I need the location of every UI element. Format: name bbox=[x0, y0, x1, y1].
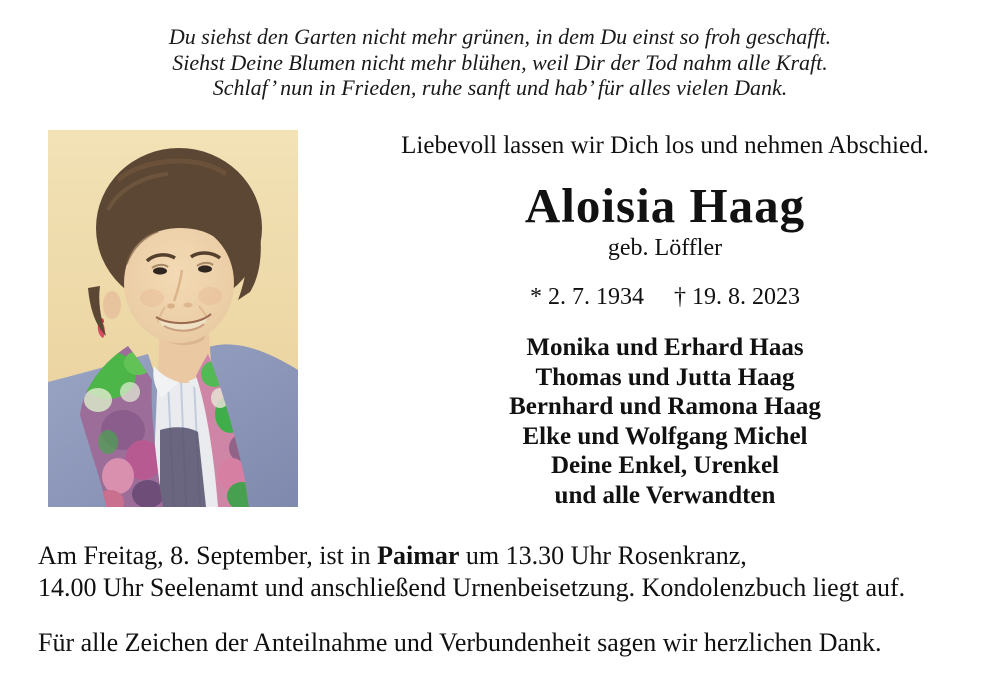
memorial-verse bbox=[0, 24, 1000, 101]
deceased-name: Aloisia Haag bbox=[524, 178, 806, 233]
verse-line-1: Du siehst den Garten nicht mehr grünen, in dem Du einst so froh geschafft. bbox=[168, 24, 832, 49]
portrait-illustration bbox=[48, 130, 298, 507]
announcement-block bbox=[380, 132, 950, 510]
mourner-line: Elke und Wolfgang Michel bbox=[522, 422, 808, 450]
mourner-line: und alle Verwandten bbox=[554, 481, 776, 509]
mourners-list bbox=[380, 333, 950, 510]
thanks-line: Für alle Zeichen der Anteilnahme und Verbundenheit sagen wir herzlichen Dank. bbox=[38, 628, 882, 657]
mourner-line: Bernhard und Ramona Haag bbox=[509, 393, 821, 420]
service-text-before: Am Freitag, 8. September, ist in bbox=[38, 541, 378, 570]
death-date: † 19. 8. 2023 bbox=[674, 284, 800, 310]
mourner-line: Monika und Erhard Haas bbox=[526, 334, 804, 361]
mourner-line: Thomas und Jutta Haag bbox=[535, 363, 795, 391]
service-text-line2: 14.00 Uhr Seelenamt und anschließend Urnenbeisetzung. Kondolenzbuch liegt auf. bbox=[38, 572, 906, 602]
service-place: Paimar bbox=[377, 541, 460, 570]
service-details bbox=[38, 540, 963, 603]
birth-date: * 2. 7. 1934 bbox=[530, 284, 644, 310]
farewell-line: Liebevoll lassen wir Dich los und nehmen Abschied. bbox=[401, 132, 929, 159]
life-dates bbox=[380, 283, 950, 311]
mourner-line: Deine Enkel, Urenkel bbox=[550, 452, 779, 479]
maiden-name: geb. Löffler bbox=[607, 235, 723, 261]
service-text-after: um 13.30 Uhr Rosenkranz, bbox=[459, 541, 747, 570]
portrait-photo bbox=[48, 130, 298, 507]
verse-line-3: Schlaf’ nun in Frieden, ruhe sanft und hab’ für alles vielen Dank. bbox=[212, 75, 788, 100]
verse-line-2: Siehst Deine Blumen nicht mehr blühen, weil Dir der Tod nahm alle Kraft. bbox=[172, 49, 828, 75]
